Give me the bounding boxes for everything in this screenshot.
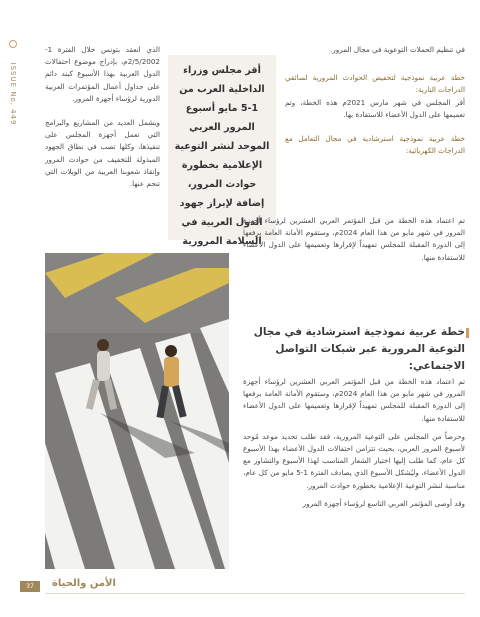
right-line-1: في تنظيم الحملات التوعوية في مجال المرور. bbox=[330, 45, 465, 54]
section-paragraph-2: وحرصاً من المجلس على التوعية المرورية، فقد طلب تحديد موعد مُوحد لأسبوع المرور العربي، بحيث تتزامن احتفالات الدول الأعضاء بهذا الأسبوع كل عام، كما طلب إليها اختيار الشعار المناسب لهذا الأسبوع والتشاور مع الدول الأعضاء، وليُشكل الأسبوع الذي يصادف الفترة 1-5 مايو من كل عام، مناسبة لنشر التوعية الإعلامية بخطورة حوادث المرور. bbox=[243, 431, 465, 490]
crosswalk-illustration bbox=[45, 253, 229, 569]
crosswalk-photo bbox=[45, 253, 229, 569]
section-body bbox=[243, 376, 465, 516]
issue-label: ISSUE No. 449 bbox=[9, 62, 17, 126]
pull-quote: أقر مجلس وزراء الداخلية العرب من 1-5 مايو أسبوع المرور العربي الموحد لنشر التوعية الإعلامية بخطورة حوادث المرور، إضافة لإبراز جهود الدول العربية في السلامة المرورية bbox=[168, 55, 276, 240]
issue-marker bbox=[6, 40, 20, 160]
section-paragraph-1: تم اعتماد هذه الخطة من قبل المؤتمر العربي العشرين لرؤساء أجهزة المرور في شهر مايو من هذا العام 2024م، وستقوم الأمانة العامة برفعها إلى الدورة المقبلة للمجلس تمهيداً لإقرارها وتعميمها على الدول الأعضاء للاستفادة منها. bbox=[243, 377, 465, 423]
heading-accent-bar bbox=[466, 328, 469, 338]
item1-body: أقر المجلس في شهر مارس 2021م هذه الخطة، وتم تعميمها على الدول الأعضاء للاستفادة بها. bbox=[285, 97, 465, 119]
item1-title: خطة عربية نموذجية لتخفيض الحوادث المرورية لسائقي الدراجات النارية: bbox=[285, 73, 465, 95]
magazine-brand: الأمن والحياة bbox=[52, 578, 116, 589]
item2-title: خطة عربية نموذجية استرشادية في مجال التعامل مع الدراجات الكهربائية: bbox=[285, 134, 465, 156]
item2-body-block bbox=[243, 215, 465, 270]
page-number: 37 bbox=[20, 581, 40, 592]
left-paragraph-1: الذي انعقد بتونس خلال الفترة 1-2/5/2002م، بإدراج موضوع احتفالات الدول العربية بهذا الأسبوع كبند دائم على جداول أعمال المؤتمرات العربية الدورية لرؤساء أجهزة المرور. bbox=[45, 45, 160, 103]
issue-dot-icon bbox=[9, 40, 17, 48]
left-column bbox=[45, 44, 160, 196]
item2-body: تم اعتماد هذه الخطة من قبل المؤتمر العربي العشرين لرؤساء أجهزة المرور في شهر مايو من هذا العام 2024م، وستقوم الأمانة العامة برفعها إلى الدورة المقبلة للمجلس تمهيداً لإقرارها وتعميمها على الدول الأعضاء للاستفادة منها. bbox=[243, 216, 465, 262]
left-paragraph-2: ويشمل العديد من المشاريع والبرامج التي تعمل أجهزة المجلس على تنفيذها، وكلها تصب في نطاق الجهود المبذولة للتخفيف من حوادث المرور وإنقاذ شعوبنا العربية من الويلات التي تنجم عنها. bbox=[45, 118, 160, 189]
right-column bbox=[285, 44, 465, 157]
footer-divider bbox=[45, 593, 465, 594]
section-heading: خطة عربية نموذجية استرشادية في مجال التوعية المرورية عبر شبكات التواصل الاجتماعي: bbox=[243, 324, 465, 375]
section-paragraph-3: وقد أوصى المؤتمر العربي التاسع لرؤساء أجهزة المرور bbox=[302, 498, 465, 508]
